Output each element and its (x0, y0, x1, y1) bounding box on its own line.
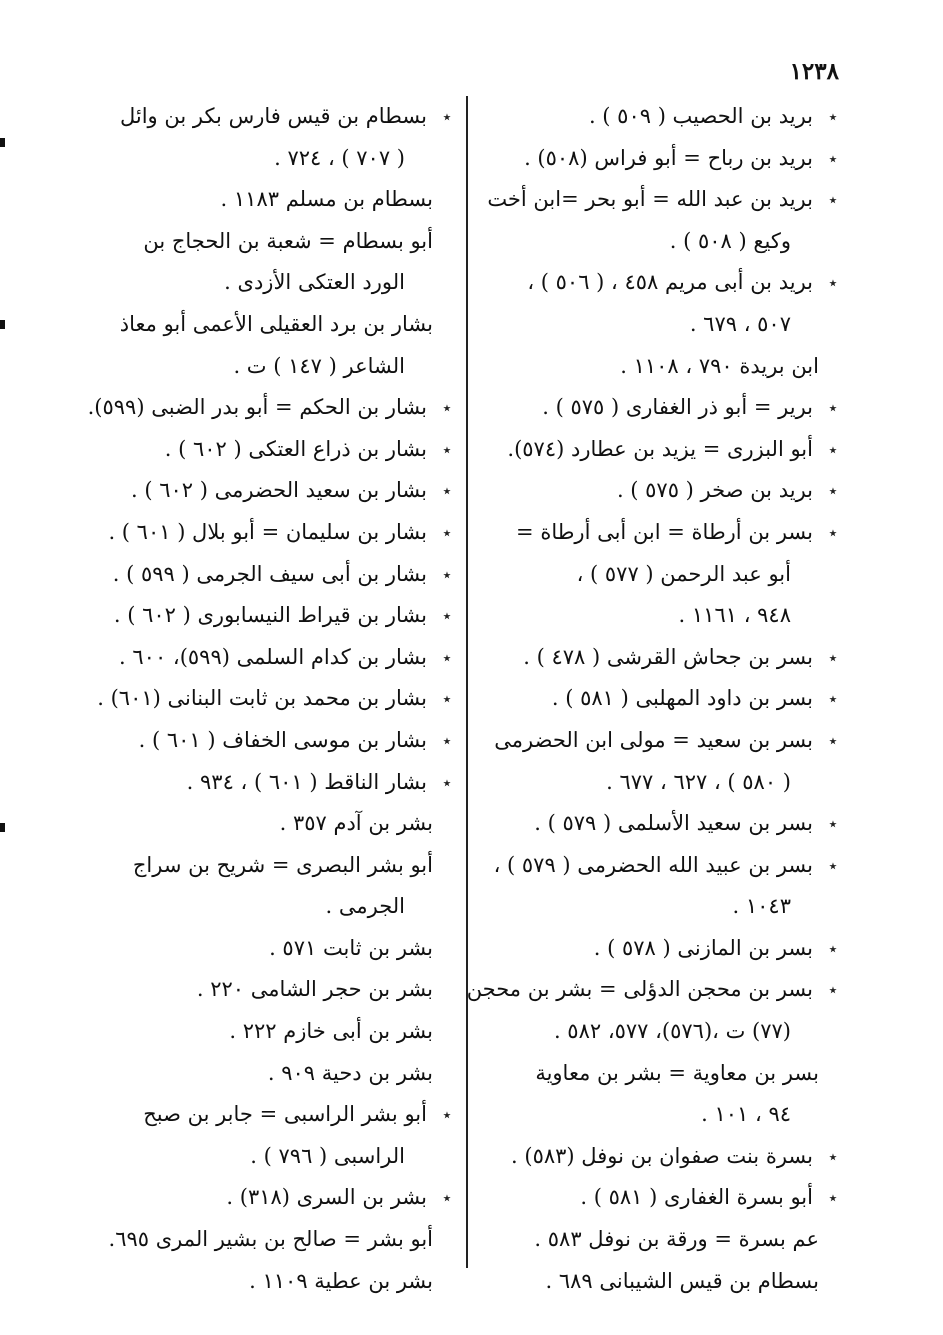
entry-bullet-icon: ٭ (828, 689, 838, 709)
entry-text: بريد بن أبى مريم ٤٥٨ ، ( ٥٠٦ ) ، (527, 270, 813, 295)
entry-text: بشر بن ثابت ٥٧١ . (269, 935, 433, 960)
index-entry (105, 179, 457, 221)
index-entry (483, 720, 843, 762)
entry-text: أبو بسطام = شعبة بن الحجاج بن (143, 228, 433, 253)
entry-bullet-icon: ٭ (828, 148, 838, 168)
entry-text: ٥٠٧ ، ٦٧٩ . (689, 311, 791, 336)
index-entry (105, 221, 457, 263)
index-entry (483, 1219, 843, 1261)
entry-text: ١٠٤٣ . (732, 894, 791, 919)
index-entry (483, 1053, 843, 1095)
entry-bullet-icon: ٭ (828, 730, 838, 750)
entry-bullet-icon: ٭ (828, 481, 838, 501)
entry-bullet-icon: ٭ (828, 273, 838, 293)
entry-bullet-icon: ٭ (442, 647, 452, 667)
entry-text: بشار الناقط ( ٦٠١ ) ، ٩٣٤ . (186, 769, 427, 794)
index-entry (97, 678, 457, 720)
index-entry (483, 845, 843, 887)
entry-bullet-icon: ٭ (442, 1105, 452, 1125)
entry-bullet-icon: ٭ (828, 107, 838, 126)
entry-bullet-icon: ٭ (442, 522, 452, 542)
index-entry (483, 346, 843, 388)
entry-bullet-icon: ٭ (442, 730, 452, 750)
entry-text: بشار بن كدام السلمى (٥٩٩)، ٦٠٠ . (119, 644, 427, 669)
index-entry-continuation (105, 346, 457, 388)
index-entry (483, 637, 843, 679)
entry-text: وكيع ( ٥٠٨ ) . (669, 228, 791, 253)
entry-bullet-icon: ٭ (828, 814, 838, 834)
index-entry-continuation (483, 1011, 843, 1053)
entry-bullet-icon: ٭ (442, 689, 452, 709)
entry-text: بشر بن آدم ٣٥٧ . (279, 811, 433, 836)
index-entry (483, 138, 843, 180)
index-entry-continuation (483, 595, 843, 637)
entry-text: بسر بن سعيد = مولى ابن الحضرمى (494, 727, 813, 752)
entry-text: ابن بريدة ٧٩٠ ، ١١٠٨ . (620, 353, 819, 378)
entry-bullet-icon: ٭ (828, 855, 838, 875)
entry-text: بشار بن سعيد الحضرمى ( ٦٠٢ ) . (130, 478, 427, 503)
index-entry (105, 928, 457, 970)
entry-bullet-icon: ٭ (828, 439, 838, 459)
index-entry (105, 845, 457, 887)
entry-text: بريد بن الحصيب ( ٥٠٩ ) . (588, 104, 813, 128)
index-entry-continuation (105, 262, 457, 304)
entry-text: أبو بشر البصرى = شريح بن سراج (132, 852, 433, 877)
entry-text: بريد بن صخر ( ٥٧٥ ) . (616, 478, 813, 503)
entry-text: برير = أبو ذر الغفارى ( ٥٧٥ ) . (542, 395, 813, 420)
entry-text: أبو بشر = صالح بن بشير المرى ٦٩٥. (108, 1227, 433, 1252)
entry-bullet-icon: ٭ (828, 980, 838, 1000)
entry-bullet-icon: ٭ (828, 938, 838, 958)
index-entry (483, 1261, 843, 1303)
index-entry (483, 470, 843, 512)
index-entry (483, 429, 843, 471)
index-entry-continuation (483, 886, 843, 928)
index-column-left (87, 96, 457, 1302)
entry-text: أبو البزرى = يزيد بن عطارد (٥٧٤). (507, 436, 813, 461)
entry-text: بسر بن محجن الدؤلى = بشر بن محجن (466, 977, 813, 1002)
index-entry (105, 720, 457, 762)
entry-text: الورد العتكى الأزدى . (224, 270, 405, 295)
index-entry (105, 803, 457, 845)
entry-bullet-icon: ٭ (442, 439, 452, 459)
index-entry-continuation (483, 554, 843, 596)
entry-text: الراسبى ( ٧٩٦ ) . (250, 1143, 405, 1168)
index-column-right (466, 96, 843, 1302)
entry-text: بسطام بن قيس الشيبانى ٦٨٩ . (545, 1268, 819, 1293)
entry-text: بسطام بن مسلم ١١٨٣ . (220, 187, 433, 212)
index-entry (483, 179, 843, 221)
entry-text: بشار بن الحكم = أبو بدر الضبى (٥٩٩). (87, 395, 427, 420)
index-entry (105, 1053, 457, 1095)
entry-text: بسطام بن قيس فارس بكر بن وائل (119, 104, 427, 128)
entry-bullet-icon: ٭ (442, 772, 452, 792)
index-entry (105, 512, 457, 554)
entry-text: ( ٧٠٧ ) ، ٧٢٤ . (274, 145, 405, 170)
index-entry-continuation (483, 304, 843, 346)
entry-bullet-icon: ٭ (442, 1188, 452, 1208)
column-divider (466, 96, 468, 1268)
entry-text: (٧٧) ت ،(٥٧٦)، ٥٧٧، ٥٨٢ . (553, 1019, 791, 1044)
index-entry-continuation (483, 762, 843, 804)
entry-text: أبو بشر الراسبى = جابر بن صبح (143, 1102, 427, 1127)
entry-text: الشاعر ( ١٤٧ ) ت . (233, 353, 405, 378)
entry-text: بشر بن أبى خازم ٢٢٢ . (229, 1019, 433, 1044)
entry-bullet-icon: ٭ (828, 647, 838, 667)
entry-text: بشر بن دحية ٩٠٩ . (267, 1060, 433, 1085)
index-entry (105, 762, 457, 804)
index-entry (483, 1177, 843, 1219)
index-entry (483, 96, 843, 138)
entry-text: بسرة بنت صفوان بن نوفل (٥٨٣) . (511, 1143, 813, 1168)
entry-text: بشر بن حجر الشامى ٢٢٠ . (196, 977, 433, 1002)
entry-text: بسر بن أرطاة = ابن أبى أرطاة = (516, 519, 813, 544)
index-entry (105, 595, 457, 637)
entry-text: ( ٥٨٠ ) ، ٦٢٧ ، ٦٧٧ . (606, 769, 791, 794)
index-entry (483, 803, 843, 845)
entry-text: بسر بن المازنى ( ٥٧٨ ) . (593, 935, 813, 960)
index-entry (105, 96, 457, 138)
index-entry (105, 969, 457, 1011)
entry-text: أبو عبد الرحمن ( ٥٧٧ ) ، (576, 561, 791, 586)
entry-bullet-icon: ٭ (442, 564, 452, 584)
index-entry (105, 470, 457, 512)
index-entry (483, 928, 843, 970)
index-entry (87, 387, 457, 429)
entry-text: بشار بن موسى الخفاف ( ٦٠١ ) . (138, 727, 427, 752)
entry-bullet-icon: ٭ (828, 1146, 838, 1166)
entry-bullet-icon: ٭ (442, 107, 452, 126)
page-number: ١٢٣٨ (789, 58, 839, 85)
entry-text: عم بسرة = ورقة بن نوفل ٥٨٣ . (534, 1227, 819, 1252)
index-entry (105, 429, 457, 471)
entry-text: أبو بسرة الغفارى ( ٥٨١ ) . (580, 1185, 813, 1210)
entry-text: بسر بن داود المهلبى ( ٥٨١ ) . (551, 686, 813, 711)
entry-text: بشار بن أبى سيف الجرمى ( ٥٩٩ ) . (112, 561, 427, 586)
entry-text: بسر بن عبيد الله الحضرمى ( ٥٧٩ ) ، (493, 852, 813, 877)
entry-text: بشر بن السرى (٣١٨) . (226, 1185, 427, 1210)
entry-text: الجرمى . (325, 894, 405, 919)
entry-text: ٩٤ ، ١٠١ . (701, 1102, 791, 1127)
entry-text: بسر بن معاوية = بشر بن معاوية (535, 1060, 819, 1085)
index-entry (483, 512, 843, 554)
index-entry (105, 1177, 457, 1219)
index-entry (466, 969, 843, 1011)
index-entry-continuation (105, 886, 457, 928)
entry-text: بشار بن محمد بن ثابت البنانى (٦٠١) . (97, 686, 427, 711)
index-entry (105, 304, 457, 346)
entry-bullet-icon: ٭ (442, 606, 452, 626)
entry-bullet-icon: ٭ (442, 398, 452, 418)
entry-bullet-icon: ٭ (828, 398, 838, 418)
index-entry (105, 1219, 457, 1261)
entry-bullet-icon: ٭ (828, 522, 838, 542)
entry-text: بشار بن برد العقيلى الأعمى أبو معاذ (119, 311, 433, 336)
entry-text: بريد بن رباح = أبو فراس (٥٠٨) . (524, 145, 813, 170)
index-entry (483, 262, 843, 304)
index-entry-continuation (483, 221, 843, 263)
index-entry (105, 637, 457, 679)
index-entry (105, 554, 457, 596)
index-entry (483, 1136, 843, 1178)
entry-text: بسر بن سعيد الأسلمى ( ٥٧٩ ) . (534, 811, 813, 836)
index-entry (483, 387, 843, 429)
margin-mark (0, 823, 5, 832)
entry-text: بشار بن قيراط النيسابورى ( ٦٠٢ ) . (113, 603, 427, 628)
entry-text: ٩٤٨ ، ١١٦١ . (678, 603, 791, 628)
entry-text: بسر بن جحاش القرشى ( ٤٧٨ ) . (523, 644, 813, 669)
entry-text: بشر بن عطية ١١٠٩ . (249, 1268, 433, 1293)
entry-bullet-icon: ٭ (828, 1188, 838, 1208)
margin-mark (0, 138, 5, 147)
index-entry-continuation (105, 1136, 457, 1178)
entry-text: بريد بن عبد الله = أبو بحر =ابن أخت (487, 187, 813, 212)
entry-text: بشار بن ذراع العتكى ( ٦٠٢ ) . (164, 436, 427, 461)
margin-mark (0, 320, 5, 329)
index-entry-continuation (483, 1094, 843, 1136)
entry-bullet-icon: ٭ (828, 190, 838, 210)
entry-text: بشار بن سليمان = أبو بلال ( ٦٠١ ) . (108, 519, 427, 544)
entry-bullet-icon: ٭ (442, 481, 452, 501)
index-entry (105, 1011, 457, 1053)
index-entry (105, 1261, 457, 1303)
index-entry (105, 1094, 457, 1136)
index-entry (483, 678, 843, 720)
index-entry-continuation (105, 138, 457, 180)
